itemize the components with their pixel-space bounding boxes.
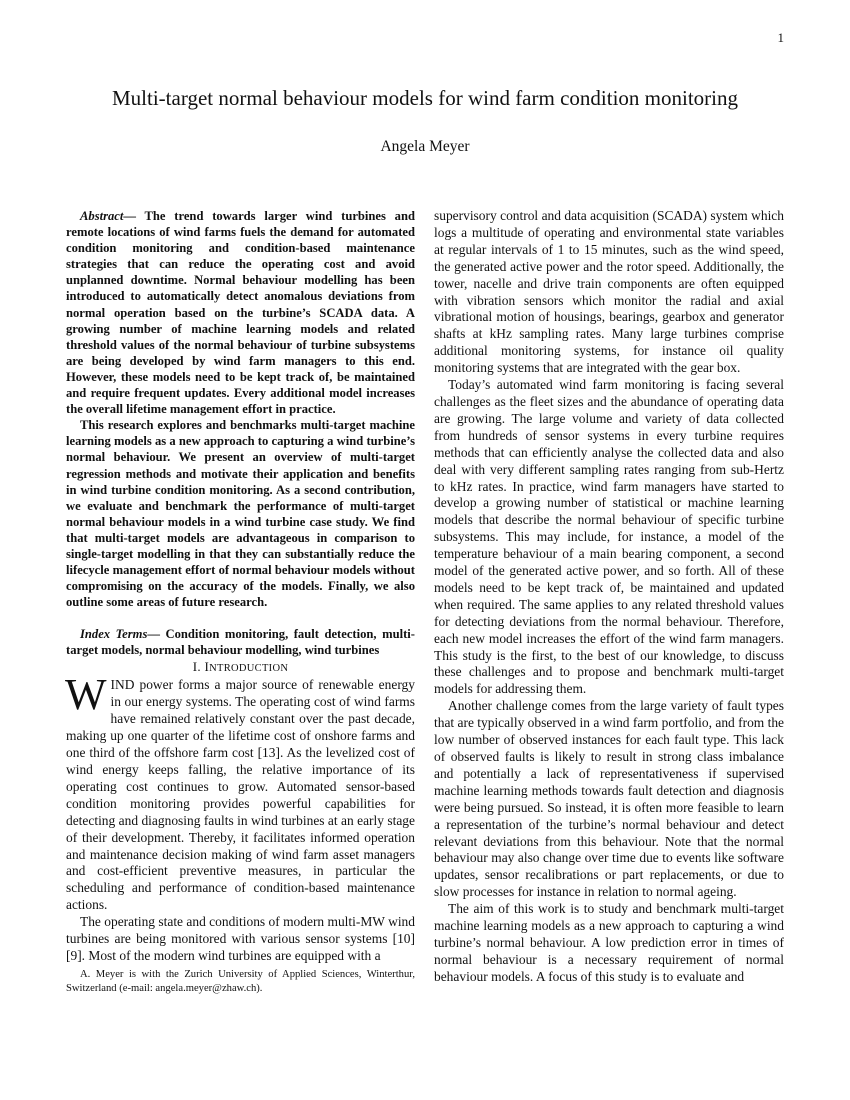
intro-paragraph-2: The operating state and conditions of modern multi-MW wind turbines are being monitored with various sensor systems [10][9]. Most of the modern wind turbines are equipped with a	[66, 914, 415, 963]
index-terms-text: — Condition monitoring, fault detection, multi-target models, normal behaviour modelling, wind turbines	[66, 627, 415, 658]
author-footnote: A. Meyer is with the Zurich University of Applied Sciences, Winterthur, Switzerland (e-mail: angela.meyer@zhaw.ch).	[66, 969, 415, 994]
right-paragraph-3: Another challenge comes from the large variety of fault types that are typically observed in a wind farm portfolio, and from the low number of observed instances for each fault type. This lack of observed faults is likely to result in strong class imbalance and potentially a lack of representativeness if supervised machine learning methods towards fault detection and diagnosis were being pursued. So instead, it is often more feasible to learn a representation of the turbine’s normal behaviour and detect relevant deviations from this behaviour. Note that the normal behaviour may also change over time due to events like software updates, sensor recalibrations or part replacements, or due to slow processes for instance in relation to normal ageing.	[434, 698, 785, 900]
abstract-text-1: — The trend towards larger wind turbines and remote locations of wind farms fuels the demand for automated condition monitoring and condition-based maintenance strategies that can reduce the operating cost and avoid unplanned downtime. Normal behaviour modelling has been introduced to automatically detect anomalous deviations from normal operation based on the turbine’s SCADA data. A growing number of machine learning models and related threshold values of the normal behaviour of turbine subsystems are being developed by wind farm managers to this end. However, these models need to be kept track of, be maintained and require frequent updates. Every additional model increases the overall lifetime management effort in practice.	[66, 209, 415, 417]
abstract	[66, 208, 415, 610]
right-paragraph-1: supervisory control and data acquisition (SCADA) system which logs a multitude of operating and environmental state variables at regular intervals of 1 to 15 minutes, such as the wind speed, the generated active power and the rotor speed. Additionally, the tower, nacelle and drive train components are often equipped with vibration sensors which monitor the radial and axial vibrational motion of housings, bearings, gearbox and generator shafts at kHz sampling rates. Many large turbines comprise additional monitoring systems, for instance oil quality monitoring systems that are integrated with the gear box.	[434, 208, 784, 376]
paper-title: Multi-target normal behaviour models for wind farm condition monitoring	[112, 86, 738, 110]
right-column	[434, 208, 784, 986]
section-first-letter: I	[204, 658, 210, 674]
index-terms	[66, 626, 415, 658]
left-column	[66, 208, 415, 965]
right-paragraph-2: Today’s automated wind farm monitoring is facing several challenges as the fleet sizes and the abundance of operating data are growing. The large volume and variety of data collected from hundreds of sensor systems in every turbine requires methods that can efficiently analyse the collected data and also deal with very different sampling rates ranging from sub-Hertz to kHz rates. In practice, wind farm managers have started to develop a growing number of statistical or machine learning models that describe the normal behaviour of specific turbine subsystems. This may include, for instance, a model of the temperature behaviour of a main bearing component, a second model of the generated active power, and so forth. All of these models need to be kept track of, be maintained and updated when required. The same applies to any related threshold values for detecting deviations from the normal behaviour. Therefore, each new model increases the effort of the wind farm managers. This study is the first, to the best of our knowledge, to discuss these challenges and to propose and benchmark multi-target models for addressing them.	[434, 377, 784, 697]
abstract-paragraph-2: This research explores and benchmarks multi-target machine learning models as a new approach to capturing a wind turbine’s normal behaviour. We present an overview of multi-target regression methods and motivate their application and benefits in wind turbine condition monitoring. As a second contribution, we evaluate and benchmark the performance of multi-target normal behaviour models in a wind turbine case study. We find that multi-target models are advantageous in comparison to single-target modelling in that they can substantially reduce the lifecycle management effort of normal behaviour models without compromising on the accuracy of the models. Finally, we also outline some areas of future research.	[66, 418, 415, 610]
section-heading-rest: NTRODUCTION	[209, 662, 289, 674]
index-terms-lead: Index Terms	[80, 627, 148, 642]
drop-cap: W	[65, 670, 107, 720]
intro-text-1: IND power forms a major source of renewable energy in our energy systems. The operating cost of wind farms have remained relatively constant over the past decade, making up one quarter of the lifetime cost of onshore farms and one third of the offshore farm cost [13]. As the levelized cost of wind energy keeps falling, the relative importance of its operating cost continues to grow. Automated sensor-based condition monitoring provides powerful capabilities for detecting and diagnosing faults in wind turbines at an early stage of their development. Thereby, it facilitates informed operation and maintenance decision making of wind farm asset managers and cost-efficient preventive measures, in particular the scheduling and performance of condition-based maintenance actions.	[66, 677, 415, 913]
section-numeral: I.	[192, 658, 205, 674]
right-paragraph-4: The aim of this work is to study and benchmark multi-target machine learning models as a new approach to capturing a wind turbine’s normal behaviour. A low prediction error in times of normal behaviour is a necessary requirement of normal behaviour models. A focus of this study is to evaluate and	[434, 901, 784, 984]
section-heading-introduction	[66, 659, 415, 678]
intro-paragraph-1	[65, 670, 415, 914]
page-number: 1	[777, 30, 784, 45]
abstract-paragraph-1	[66, 208, 415, 417]
author-name: Angela Meyer	[380, 138, 470, 155]
abstract-lead: Abstract	[80, 209, 124, 223]
